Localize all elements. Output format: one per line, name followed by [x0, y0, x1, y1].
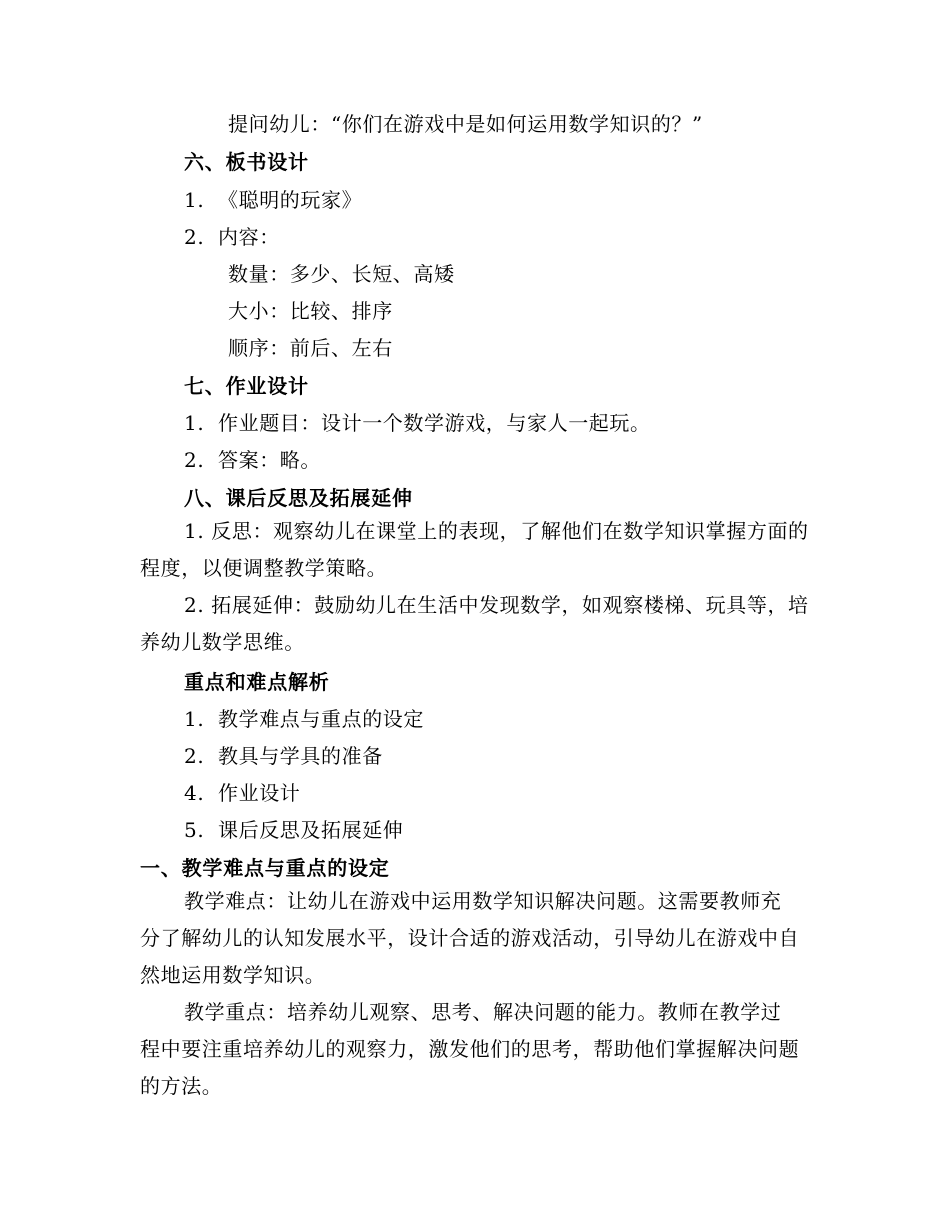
- list-number: 2.: [184, 448, 205, 472]
- list-text: 课后反思及拓展延伸: [218, 818, 404, 842]
- difficulty-paragraph-group: [140, 883, 800, 994]
- list-number: 2.: [184, 744, 205, 768]
- section-heading-reflection: 八、课后反思及拓展延伸: [184, 486, 413, 510]
- list-text: 教具与学具的准备: [218, 744, 383, 768]
- list-number: 1.: [184, 188, 205, 212]
- list-number: 2.: [184, 225, 205, 249]
- list-number: 1.: [184, 411, 205, 435]
- section-heading-difficulty: 一、教学难点与重点的设定: [140, 856, 390, 880]
- list-item: [184, 186, 362, 214]
- list-text: 作业题目：设计一个数学游戏，与家人一起玩。: [218, 411, 651, 435]
- list-item: [184, 446, 321, 474]
- paragraph-difficulty: 教学难点：让幼儿在游戏中运用数学知识解决问题。这需要教师充分了解幼儿的认知发展水平，设计合适的游戏活动，引导幼儿在游戏中自然地运用数学知识。: [140, 889, 800, 987]
- section-heading-homework: 七、作业设计: [184, 374, 309, 398]
- list-number: 1.: [184, 707, 205, 731]
- list-text: 内容：: [218, 225, 280, 249]
- list-text: 教学难点与重点的设定: [218, 707, 424, 731]
- focus-paragraph-group: [140, 994, 800, 1105]
- list-item: [184, 705, 424, 733]
- list-item: [184, 816, 403, 844]
- question-line: 提问幼儿：“你们在游戏中是如何运用数学知识的？”: [228, 112, 703, 136]
- list-item: [184, 742, 383, 770]
- content-line-quantity: 数量：多少、长短、高矮: [228, 262, 455, 286]
- reflection-paragraph-group: [140, 513, 812, 661]
- paragraph-focus: 教学重点：培养幼儿观察、思考、解决问题的能力。教师在教学过程中要注重培养幼儿的观察力，激发他们的思考，帮助他们掌握解决问题的方法。: [140, 1000, 800, 1098]
- list-text: 答案：略。: [218, 448, 321, 472]
- content-line-order: 顺序：前后、左右: [228, 336, 393, 360]
- paragraph-reflection: 1. 反思：观察幼儿在课堂上的表现，了解他们在数学知识掌握方面的程度，以便调整教学策略。: [140, 519, 809, 580]
- paragraph-extension: 2. 拓展延伸：鼓励幼儿在生活中发现数学，如观察楼梯、玩具等，培养幼儿数学思维。: [140, 593, 809, 654]
- content-line-size: 大小：比较、排序: [228, 299, 393, 323]
- list-number: 5.: [184, 818, 205, 842]
- section-heading-board-design: 六、板书设计: [184, 150, 309, 174]
- list-item: [184, 223, 280, 251]
- list-item: [184, 779, 300, 807]
- list-text: 作业设计: [218, 781, 301, 805]
- list-item: [184, 409, 651, 437]
- section-heading-key-points: 重点和难点解析: [184, 670, 330, 694]
- list-number: 4.: [184, 781, 205, 805]
- list-text: 《聪明的玩家》: [218, 188, 363, 212]
